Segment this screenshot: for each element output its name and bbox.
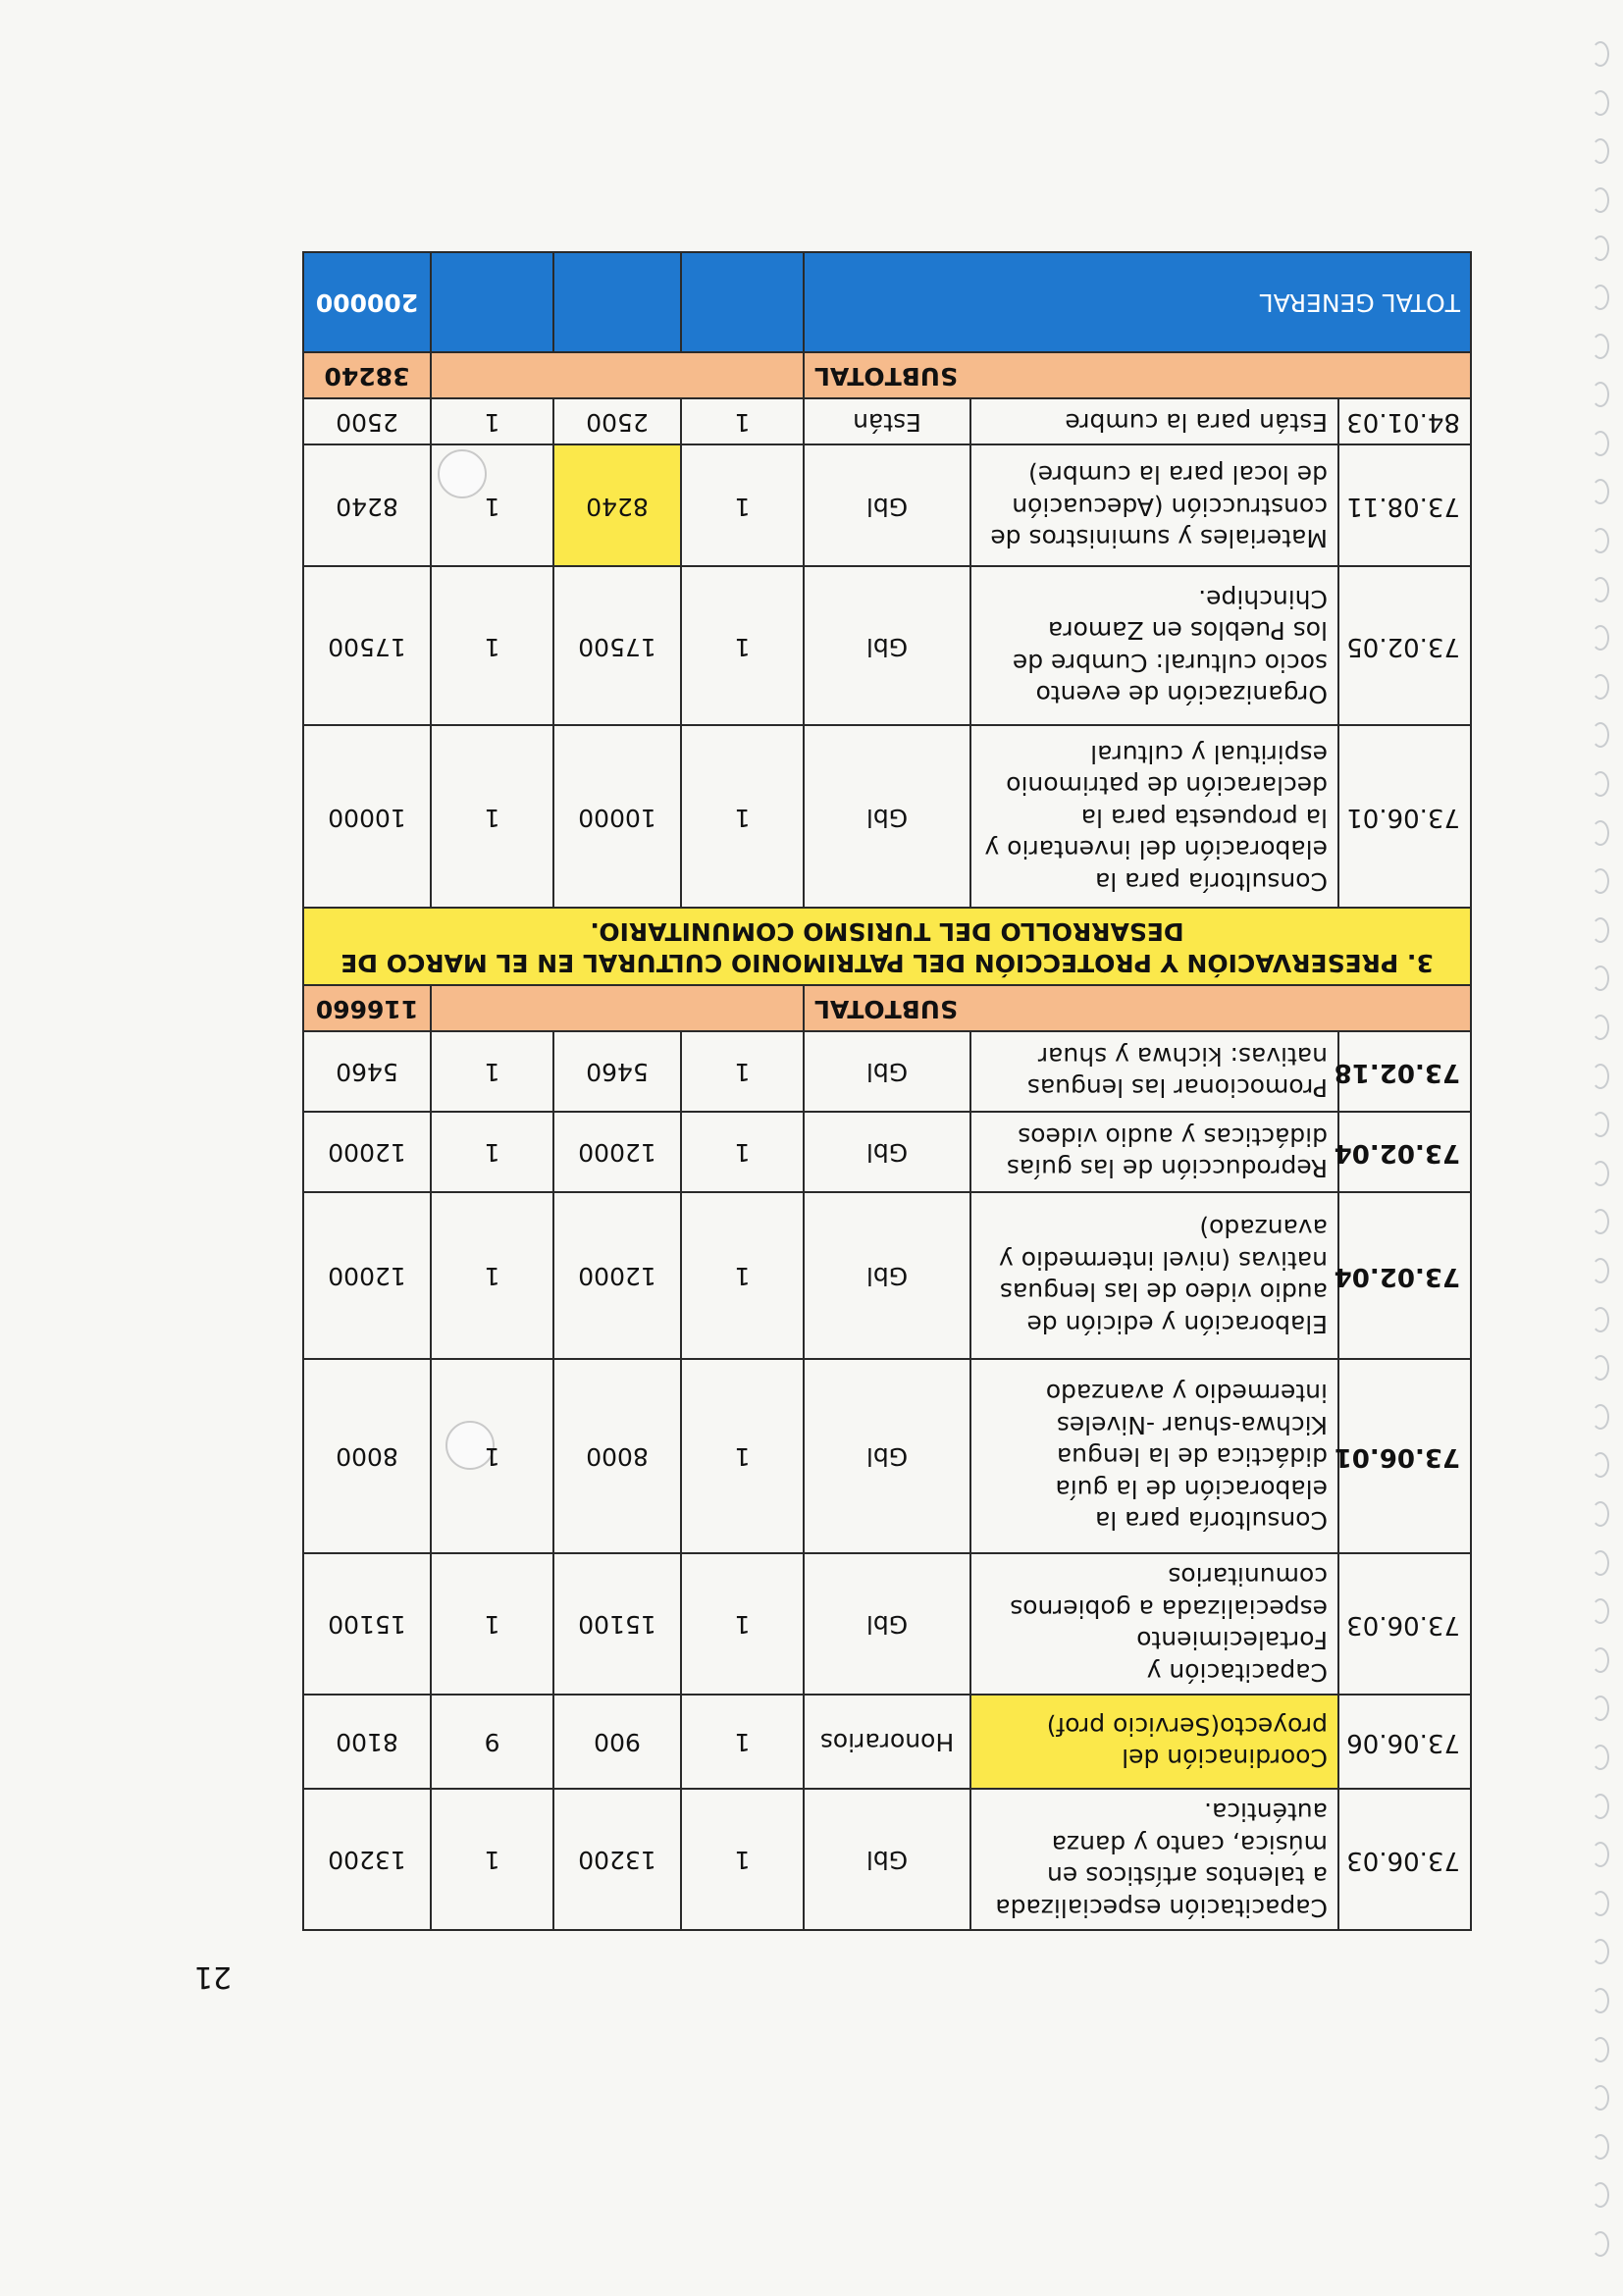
binder-hole-icon — [1592, 431, 1609, 456]
subtotal-row — [303, 986, 1471, 1032]
binder-hole-icon — [1592, 285, 1609, 310]
binder-hole-icon — [1592, 2134, 1609, 2160]
binder-hole-icon — [1592, 1355, 1609, 1381]
subtotal-value: 116660 — [303, 986, 431, 1032]
subtotal-label: SUBTOTAL — [804, 986, 1471, 1032]
binder-hole-icon — [1592, 90, 1609, 116]
binder-hole-icon — [1592, 187, 1609, 213]
binder-hole-icon — [1592, 965, 1609, 991]
binder-hole-icon — [1592, 235, 1609, 261]
binder-hole-icon — [1592, 1988, 1609, 2013]
binder-hole-icon — [1592, 2182, 1609, 2208]
binder-hole-icon — [1592, 41, 1609, 67]
binder-hole-icon — [1592, 917, 1609, 943]
table-row — [303, 1192, 1471, 1359]
binder-hole-icon — [1592, 2085, 1609, 2111]
item-description: Promocionar las lenguas nativas: kichwa y shuar — [970, 1031, 1338, 1112]
item-price: 15100 — [553, 1553, 681, 1695]
item-total: 8000 — [303, 1359, 431, 1553]
item-months: 1 — [431, 1359, 553, 1553]
table-row — [303, 1553, 1471, 1695]
item-unit: Gbl — [804, 1789, 970, 1930]
binder-hole-icon — [1592, 1161, 1609, 1186]
item-total: 2500 — [303, 398, 431, 445]
item-total: 12000 — [303, 1192, 431, 1359]
item-total: 8240 — [303, 445, 431, 567]
item-quantity: 1 — [681, 1192, 804, 1359]
item-total: 15100 — [303, 1553, 431, 1695]
item-price: 12000 — [553, 1112, 681, 1192]
item-code: 73.02.05 — [1338, 567, 1471, 726]
item-quantity: 1 — [681, 1553, 804, 1695]
binder-hole-icon — [1592, 528, 1609, 553]
item-description: Coordinación del proyecto(Servicio prof) — [970, 1695, 1338, 1789]
item-price: 8240 — [553, 445, 681, 567]
item-unit: Gbl — [804, 1553, 970, 1695]
binder-hole-icon — [1592, 771, 1609, 797]
item-price: 12000 — [553, 1192, 681, 1359]
binder-hole-icon — [1592, 1891, 1609, 1916]
item-quantity: 1 — [681, 1031, 804, 1112]
item-description: Están para la cumbre — [970, 398, 1338, 445]
table-row — [303, 1789, 1471, 1930]
subtotal-label: SUBTOTAL — [804, 352, 1471, 398]
item-months: 1 — [431, 567, 553, 726]
item-quantity: 1 — [681, 567, 804, 726]
item-quantity: 1 — [681, 398, 804, 445]
item-total: 8100 — [303, 1695, 431, 1789]
item-unit: Gbl — [804, 1192, 970, 1359]
item-price: 17500 — [553, 567, 681, 726]
binder-hole-icon — [1592, 382, 1609, 407]
item-months: 1 — [431, 1192, 553, 1359]
item-code: 73.06.06 — [1338, 1695, 1471, 1789]
item-months: 1 — [431, 1031, 553, 1112]
binder-hole-icon — [1592, 2231, 1609, 2257]
subtotal-value: 38240 — [303, 352, 431, 398]
item-quantity: 1 — [681, 726, 804, 909]
binder-holes — [1554, 0, 1623, 2296]
item-description: Capacitación especializada a talentos artísticos en música, canto y danza auténtica. — [970, 1789, 1338, 1930]
item-quantity: 1 — [681, 1112, 804, 1192]
item-description: Consultoría para la elaboración de la guía didáctica de la lengua Kichwa-shuar -Niveles intermedio y avanzado — [970, 1359, 1338, 1553]
item-code: 73.02.18 — [1338, 1031, 1471, 1112]
item-price: 5460 — [553, 1031, 681, 1112]
table-row — [303, 1112, 1471, 1192]
item-months: 1 — [431, 1553, 553, 1695]
item-description: Organización de evento socio cultural: Cumbre de los Pueblos en Zamora Chinchipe. — [970, 567, 1338, 726]
table-row — [303, 1359, 1471, 1553]
binder-hole-icon — [1592, 1307, 1609, 1332]
binder-hole-icon — [1592, 577, 1609, 602]
item-months: 9 — [431, 1695, 553, 1789]
item-quantity: 1 — [681, 1359, 804, 1553]
binder-hole-icon — [1592, 1842, 1609, 1867]
binder-hole-icon — [1592, 1501, 1609, 1527]
item-unit: Gbl — [804, 567, 970, 726]
item-total: 17500 — [303, 567, 431, 726]
item-quantity: 1 — [681, 1789, 804, 1930]
binder-hole-icon — [1592, 1696, 1609, 1721]
binder-hole-icon — [1592, 1939, 1609, 1964]
section-header-row — [303, 909, 1471, 986]
item-price: 10000 — [553, 726, 681, 909]
item-total: 12000 — [303, 1112, 431, 1192]
item-code: 73.08.11 — [1338, 445, 1471, 567]
binder-hole-icon — [1592, 1258, 1609, 1283]
item-description: Capacitación y Fortalecimiento especializada a gobiernos comunitarios — [970, 1553, 1338, 1695]
item-total: 13200 — [303, 1789, 431, 1930]
item-description: Materiales y suministros de construcción (Adecuación de local para la cumbre) — [970, 445, 1338, 567]
item-price: 2500 — [553, 398, 681, 445]
item-code: 73.02.04 — [1338, 1192, 1471, 1359]
binder-hole-icon — [1592, 868, 1609, 894]
binder-hole-icon — [1592, 1112, 1609, 1137]
total-value: 200000 — [303, 252, 431, 352]
binder-hole-icon — [1592, 334, 1609, 359]
item-unit: Gbl — [804, 1359, 970, 1553]
binder-hole-icon — [1592, 722, 1609, 748]
item-months: 1 — [431, 398, 553, 445]
binder-hole-icon — [1592, 1550, 1609, 1576]
item-description: Reproducción de las guías didácticas y audio videos — [970, 1112, 1338, 1192]
binder-hole-icon — [1592, 820, 1609, 846]
item-price: 13200 — [553, 1789, 681, 1930]
binder-hole-icon — [1592, 1404, 1609, 1430]
binder-hole-icon — [1592, 138, 1609, 164]
item-months: 1 — [431, 445, 553, 567]
table-row — [303, 567, 1471, 726]
total-spacer — [681, 252, 804, 352]
item-total: 10000 — [303, 726, 431, 909]
item-code: 73.06.01 — [1338, 726, 1471, 909]
binder-hole-icon — [1592, 1598, 1609, 1624]
binder-hole-icon — [1592, 479, 1609, 504]
item-code: 84.01.03 — [1338, 398, 1471, 445]
binder-hole-icon — [1592, 1452, 1609, 1478]
binder-hole-icon — [1592, 1064, 1609, 1089]
total-row — [303, 252, 1471, 352]
table-row — [303, 1695, 1471, 1789]
subtotal-spacer — [431, 352, 804, 398]
binder-hole-icon — [1592, 674, 1609, 700]
item-unit: Gbl — [804, 1031, 970, 1112]
item-description: Consultoría para la elaboración del inventario y la propuesta para la declaración de patrimonio espiritual y cultural — [970, 726, 1338, 909]
item-unit: Gbl — [804, 445, 970, 567]
item-total: 5460 — [303, 1031, 431, 1112]
item-unit: Gbl — [804, 726, 970, 909]
item-code: 73.06.03 — [1338, 1789, 1471, 1930]
binder-hole-icon — [1592, 625, 1609, 651]
section-title: 3. PRESERVACIÓN Y PROTECCIÓN DEL PATRIMONIO CULTURAL EN EL MARCO DE DESARROLLO DEL TURISMO COMUNITARIO. — [303, 909, 1471, 986]
table-row — [303, 1031, 1471, 1112]
binder-hole-icon — [1592, 1647, 1609, 1673]
budget-table — [302, 251, 1472, 1931]
binder-hole-icon — [1592, 2037, 1609, 2062]
subtotal-row — [303, 352, 1471, 398]
item-code: 73.06.01 — [1338, 1359, 1471, 1553]
page-number: 21 — [193, 1959, 232, 1994]
binder-hole-icon — [1592, 1745, 1609, 1770]
item-months: 1 — [431, 1789, 553, 1930]
item-price: 8000 — [553, 1359, 681, 1553]
item-quantity: 1 — [681, 445, 804, 567]
item-unit: Gbl — [804, 1112, 970, 1192]
binder-hole-icon — [1592, 1794, 1609, 1819]
item-unit: Honorarios — [804, 1695, 970, 1789]
item-price: 900 — [553, 1695, 681, 1789]
table-row — [303, 398, 1471, 445]
total-label: TOTAL GENERAL — [804, 252, 1471, 352]
item-months: 1 — [431, 1112, 553, 1192]
item-months: 1 — [431, 726, 553, 909]
binder-hole-icon — [1592, 1209, 1609, 1234]
table-row — [303, 445, 1471, 567]
total-spacer — [431, 252, 553, 352]
item-code: 73.06.03 — [1338, 1553, 1471, 1695]
item-quantity: 1 — [681, 1695, 804, 1789]
total-spacer — [553, 252, 681, 352]
item-description: Elaboración y edición de audio video de las lenguas nativas (nivel intermedio y avanzado) — [970, 1192, 1338, 1359]
item-unit: Están — [804, 398, 970, 445]
item-code: 73.02.04 — [1338, 1112, 1471, 1192]
subtotal-spacer — [431, 986, 804, 1032]
binder-hole-icon — [1592, 1015, 1609, 1040]
table-row — [303, 726, 1471, 909]
